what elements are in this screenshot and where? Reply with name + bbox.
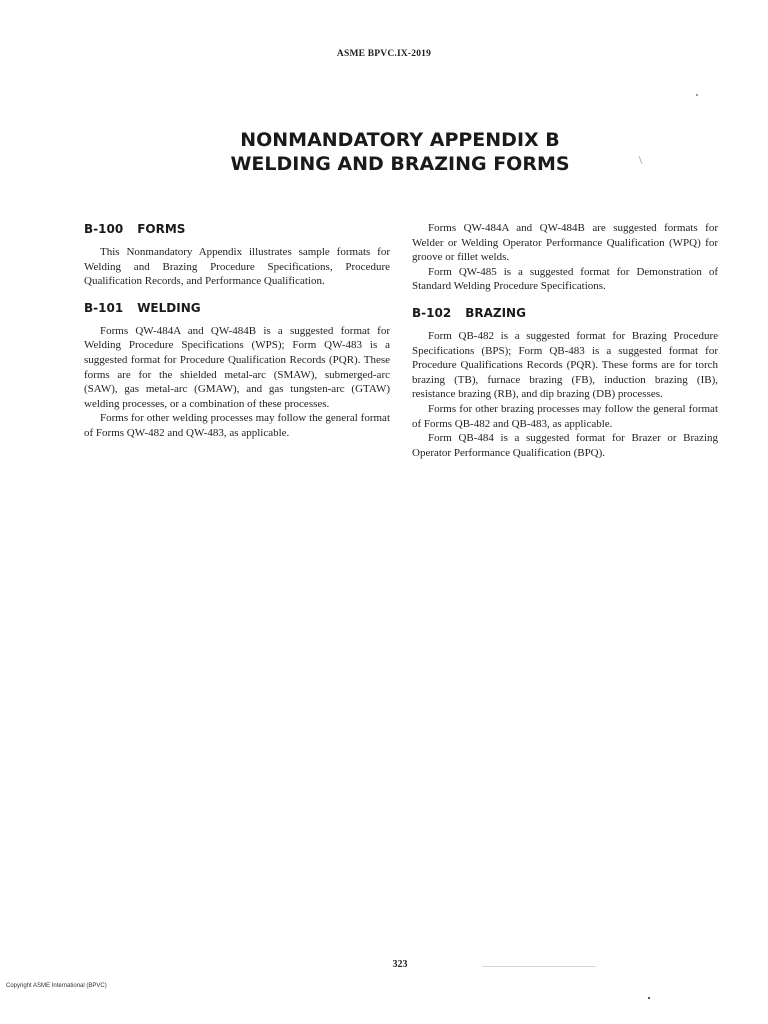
section-heading-b102 [412, 305, 718, 321]
paragraph: Form QW-485 is a suggested format for Demonstration of Standard Welding Procedure Specifications. [412, 265, 718, 293]
section-title: BRAZING [465, 305, 526, 320]
section-title: FORMS [137, 222, 186, 236]
paragraph: This Nonmandatory Appendix illustrates sample formats for Welding and Brazing Procedure Specifications, Procedure Qualification Records, and Performance Qualification. [84, 246, 390, 288]
page-number: 323 [392, 959, 408, 970]
running-head: ASME BPVC.IX-2019 [336, 49, 432, 59]
right-column [412, 221, 718, 460]
scan-speck [696, 94, 698, 96]
paragraph: Forms QW-484A and QW-484B are suggested formats for Welder or Welding Operator Performance Qualification (WPQ) for groove or fillet welds. [412, 222, 718, 264]
paragraph: Forms for other brazing processes may follow the general format of Forms QB-482 and QB-483, as applicable. [412, 402, 718, 430]
appendix-title [0, 128, 768, 176]
section-number: B-101 [84, 300, 124, 315]
section-heading-b101 [84, 300, 390, 316]
appendix-title-line-2: WELDING AND BRAZING FORMS [230, 153, 570, 175]
paragraph: Forms QW-484A and QW-484B is a suggested format for Welding Procedure Specifications (WPS); Form QW-483 is a suggested format for Procedure Qualification Records (PQR). These forms are for the shielded metal-arc (SMAW), submerged-arc (SAW), gas metal-arc (GMAW), and gas tungsten-arc (GTAW) welding processes, or a combination of these processes. [84, 324, 390, 410]
section-title: WELDING [137, 300, 201, 315]
scan-speck [648, 997, 650, 999]
paragraph: Form QB-482 is a suggested format for Brazing Procedure Specifications (BPS); Form QB-483 is a suggested format for Procedure Qualifications Records (PQR). These forms are for torch brazing (TB), furnace brazing (FB), induction brazing (IB), resistance brazing (RB), and dip brazing (DB) processes. [412, 329, 718, 401]
paragraph: Forms for other welding processes may follow the general format of Forms QW-482 and QW-483, as applicable. [84, 412, 390, 439]
appendix-title-line-1: NONMANDATORY APPENDIX B [240, 129, 560, 151]
section-number: B-100 [84, 222, 124, 236]
scan-streak [482, 966, 596, 967]
paragraph: Form QB-484 is a suggested format for Brazer or Brazing Operator Performance Qualification (BPQ). [412, 432, 718, 459]
copyright-notice: Copyright ASME International (BPVC) [6, 983, 107, 989]
left-column [84, 221, 390, 441]
section-heading-b100 [84, 221, 390, 237]
section-number: B-102 [412, 305, 452, 320]
